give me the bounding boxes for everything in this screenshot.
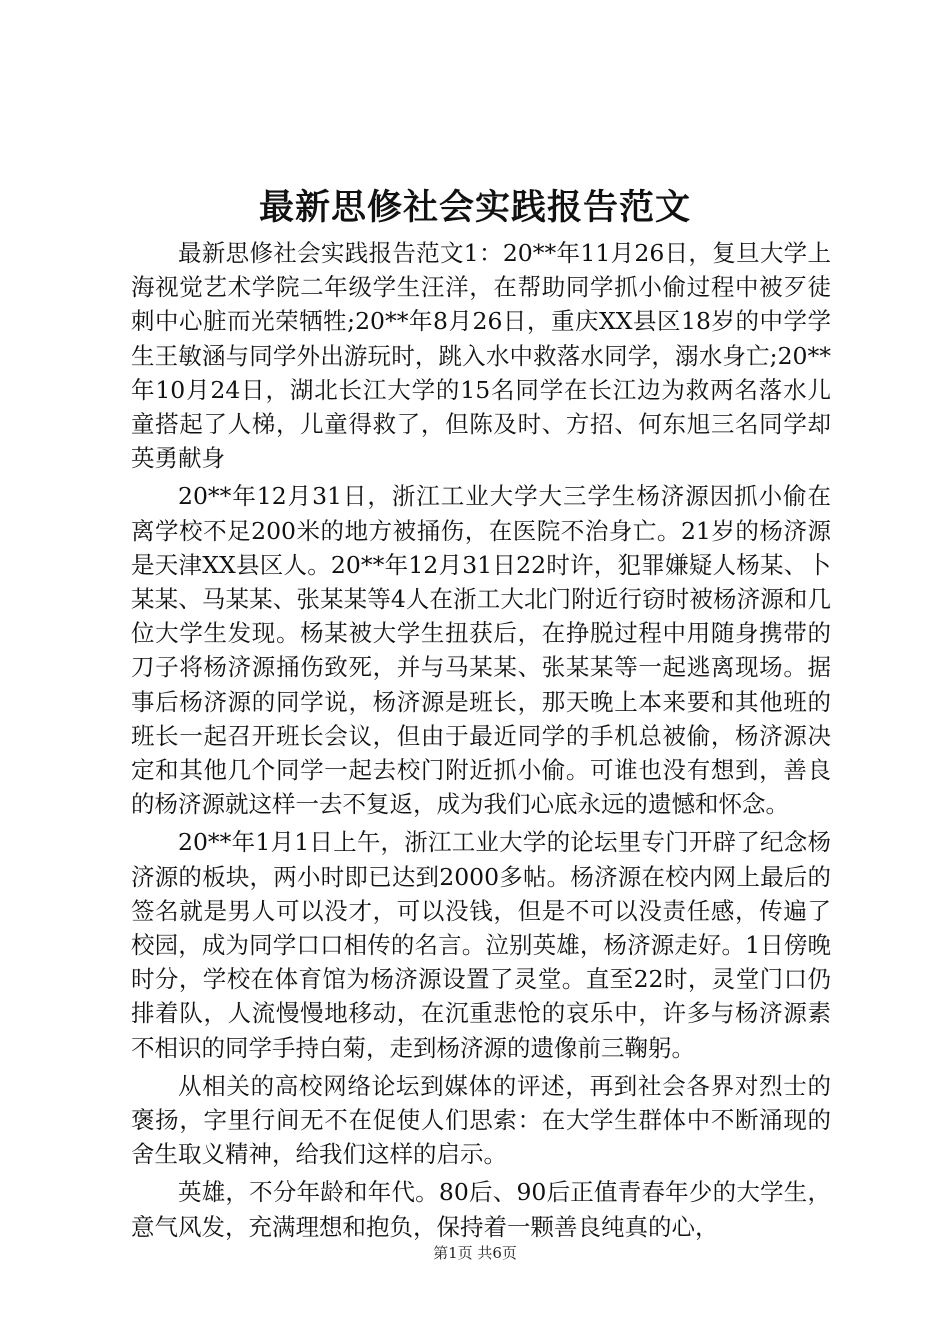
document-title: 最新思修社会实践报告范文 xyxy=(258,187,691,228)
paragraph-1: 最新思修社会实践报告范文1：20**年11月26日，复旦大学上海视觉艺术学院二年级学生汪洋，在帮助同学抓小偷过程中被歹徒刺中心脏而光荣牺牲;20**年8月26日，重庆XX县区18岁的中学学生王敏涵与同学外出游玩时，跳入水中救落水同学，溺水身亡;20**年10月24日，湖北长江大学的15名同学在长江边为救两名落水儿童搭起了人梯，儿童得救了，但陈及时、方招、何东旭三名同学却英勇献身 xyxy=(131,239,831,473)
document-body xyxy=(131,236,831,1248)
paragraph-3: 20**年1月1日上午，浙江工业大学的论坛里专门开辟了纪念杨济源的板块，两小时即已达到2000多帖。杨济源在校内网上最后的签名就是男人可以没才，可以没钱，但是不可以没责任感，传遍了校园，成为同学口口相传的名言。泣别英雄，杨济源走好。1日傍晚时分，学校在体育馆为杨济源设置了灵堂。直至22时，灵堂门口仍排着队，人流慢慢地移动，在沉重悲怆的哀乐中，许多与杨济源素不相识的同学手持白菊，走到杨济源的遗像前三鞠躬。 xyxy=(131,828,831,1062)
paragraph-2: 20**年12月31日，浙江工业大学大三学生杨济源因抓小偷在离学校不足200米的地方被捅伤，在医院不治身亡。21岁的杨济源是天津XX县区人。20**年12月31日22时许，犯罪嫌疑人杨某、卜某某、马某某、张某某等4人在浙工大北门附近行窃时被杨济源和几位大学生发现。杨某被大学生扭获后，在挣脱过程中用随身携带的刀子将杨济源捅伤致死，并与马某某、张某某等一起逃离现场。据事后杨济源的同学说，杨济源是班长，那天晚上本来要和其他班的班长一起召开班长会议，但由于最近同学的手机总被偷，杨济源决定和其他几个同学一起去校门附近抓小偷。可谁也没有想到，善良的杨济源就这样一去不复返，成为我们心底永远的遗憾和怀念。 xyxy=(131,482,831,819)
paragraph-5: 英雄，不分年龄和年代。80后、90后正值青春年少的大学生，意气风发，充满理想和抱负，保持着一颗善良纯真的心， xyxy=(131,1178,831,1241)
paragraph-4: 从相关的高校网络论坛到媒体的评述，再到社会各界对烈士的褒扬，字里行间无不在促使人们思索：在大学生群体中不断涌现的舍生取义精神，给我们这样的启示。 xyxy=(131,1071,831,1169)
page-number-footer: 第1页 共6页 xyxy=(433,1244,517,1262)
